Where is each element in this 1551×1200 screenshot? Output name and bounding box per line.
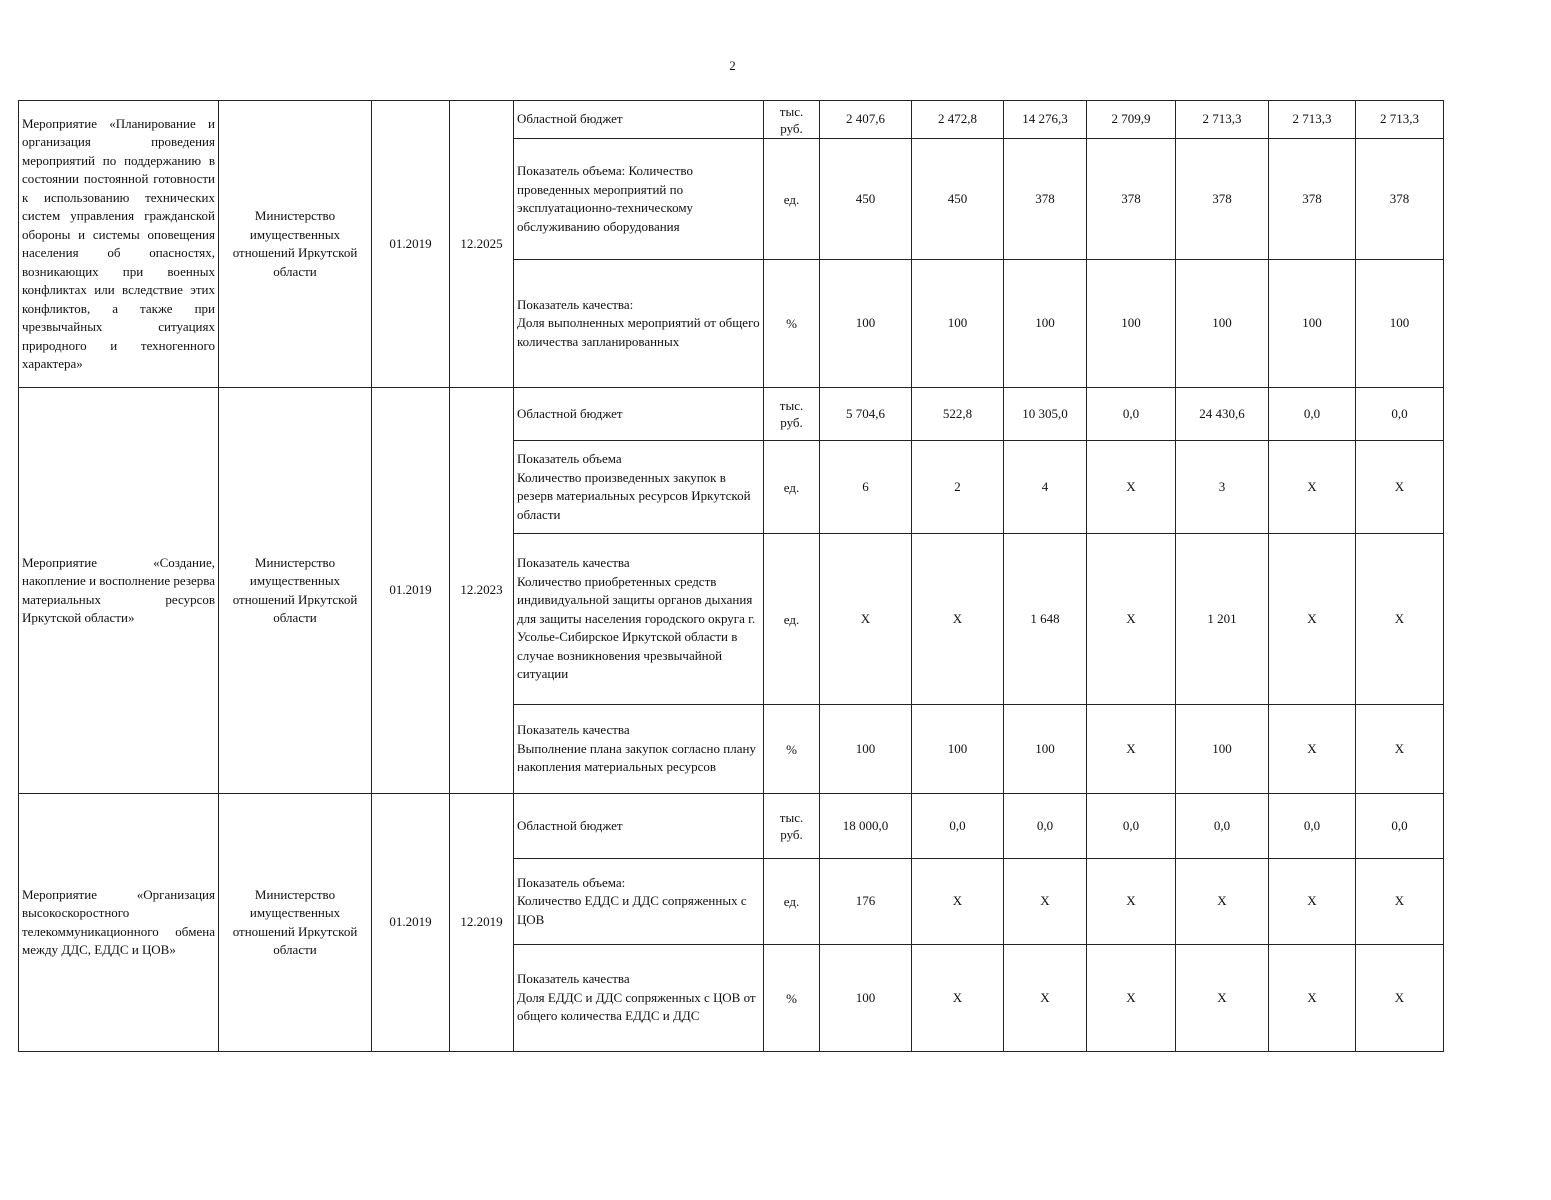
value-cell: X (1269, 534, 1356, 705)
value-cell: X (1356, 945, 1444, 1052)
value-cell: 100 (1004, 705, 1087, 794)
indicator-cell (514, 388, 764, 441)
page-number: 2 (729, 58, 736, 73)
indicator-cell (514, 534, 764, 705)
value-cell: X (912, 534, 1004, 705)
table-row (19, 101, 1444, 139)
program-table (18, 100, 1444, 1052)
value-cell: 2 (912, 441, 1004, 534)
indicator-text: Областной бюджет (517, 405, 623, 421)
value-cell: X (1087, 441, 1176, 534)
indicator-text: Показатель качества (517, 722, 630, 738)
indicator-text: Количество произведенных закупок в резерв материальных ресурсов Иркутской области (517, 469, 751, 522)
event-name-cell: Мероприятие «Планирование и организация проведения мероприятий по поддержанию в состоянии постоянной готовности к использованию технических систем управления гражданской обороны и системы оповещения населения об опасностях, возникающих при военных конфликтах или вследствие этих конфликтов, а также при чрезвычайных ситуациях природного и техногенного характера» (19, 101, 219, 388)
value-cell: 6 (820, 441, 912, 534)
indicator-text: Областной бюджет (517, 111, 623, 127)
indicator-text: Показатель объема: (517, 874, 626, 890)
indicator-cell (514, 794, 764, 859)
value-cell: X (1087, 945, 1176, 1052)
value-cell: 2 713,3 (1176, 101, 1269, 139)
value-cell: X (1356, 441, 1444, 534)
responsible-organization-cell: Министерство имущественных отношений Иркутской области (219, 794, 372, 1052)
value-cell: X (1269, 945, 1356, 1052)
value-cell: 0,0 (912, 794, 1004, 859)
value-cell: 378 (1269, 139, 1356, 260)
value-cell: 2 407,6 (820, 101, 912, 139)
value-cell: 378 (1176, 139, 1269, 260)
value-cell: X (1176, 859, 1269, 945)
value-cell: 522,8 (912, 388, 1004, 441)
value-cell: 24 430,6 (1176, 388, 1269, 441)
responsible-organization-cell: Министерство имущественных отношений Иркутской области (219, 101, 372, 388)
value-cell: X (912, 859, 1004, 945)
end-date-cell: 12.2023 (450, 388, 514, 794)
value-cell: 100 (820, 260, 912, 388)
value-cell: 100 (1356, 260, 1444, 388)
end-date-cell: 12.2025 (450, 101, 514, 388)
value-cell: 2 709,9 (1087, 101, 1176, 139)
value-cell: 14 276,3 (1004, 101, 1087, 139)
event-name-cell: Мероприятие «Организация высокоскоростного телекоммуникационного обмена между ДДС, ЕДДС и ЦОВ» (19, 794, 219, 1052)
indicator-text: Количество приобретенных средств индивидуальной защиты органов дыхания для защиты населения городского округа г. Усолье-Сибирское Иркутской области в случае возникновения чрезвычайной ситуации (517, 573, 756, 682)
indicator-text: Выполнение плана закупок согласно плану накопления материальных ресурсов (517, 740, 756, 775)
value-cell: X (1087, 534, 1176, 705)
value-cell: 100 (1087, 260, 1176, 388)
indicator-text: Областной бюджет (517, 817, 623, 833)
value-cell: 378 (1004, 139, 1087, 260)
value-cell: 0,0 (1356, 388, 1444, 441)
value-cell: X (1269, 705, 1356, 794)
value-cell: 100 (820, 945, 912, 1052)
unit-cell: тыс. руб. (764, 101, 820, 139)
value-cell: 450 (820, 139, 912, 260)
start-date-cell: 01.2019 (372, 101, 450, 388)
responsible-organization-cell: Министерство имущественных отношений Иркутской области (219, 388, 372, 794)
value-cell: X (1087, 859, 1176, 945)
unit-cell: тыс. руб. (764, 388, 820, 441)
value-cell: 1 201 (1176, 534, 1269, 705)
value-cell: 0,0 (1269, 388, 1356, 441)
value-cell: 0,0 (1356, 794, 1444, 859)
value-cell: 378 (1356, 139, 1444, 260)
value-cell: 0,0 (1269, 794, 1356, 859)
value-cell: 100 (1176, 705, 1269, 794)
value-cell: X (1269, 441, 1356, 534)
value-cell: X (912, 945, 1004, 1052)
value-cell: 0,0 (1087, 388, 1176, 441)
value-cell: 450 (912, 139, 1004, 260)
value-cell: 100 (1269, 260, 1356, 388)
start-date-cell: 01.2019 (372, 794, 450, 1052)
value-cell: 0,0 (1004, 794, 1087, 859)
indicator-text: Показатель качества (517, 971, 630, 987)
value-cell: 100 (1004, 260, 1087, 388)
value-cell: X (820, 534, 912, 705)
indicator-cell (514, 945, 764, 1052)
value-cell: 2 472,8 (912, 101, 1004, 139)
value-cell: 4 (1004, 441, 1087, 534)
end-date-cell: 12.2019 (450, 794, 514, 1052)
unit-cell: % (764, 945, 820, 1052)
value-cell: X (1087, 705, 1176, 794)
indicator-text: Доля выполненных мероприятий от общего количества запланированных (517, 315, 760, 349)
unit-cell: ед. (764, 139, 820, 260)
start-date-cell: 01.2019 (372, 388, 450, 794)
value-cell: 378 (1087, 139, 1176, 260)
indicator-cell (514, 101, 764, 139)
table-body (19, 101, 1444, 1052)
indicator-cell (514, 859, 764, 945)
indicator-text: Показатель качества (517, 555, 630, 571)
table-row (19, 388, 1444, 441)
value-cell: X (1176, 945, 1269, 1052)
unit-cell: % (764, 705, 820, 794)
table-row (19, 794, 1444, 859)
indicator-text: Доля ЕДДС и ДДС сопряженных с ЦОВ от общего количества ЕДДС и ДДС (517, 989, 756, 1024)
value-cell: 10 305,0 (1004, 388, 1087, 441)
indicator-text: Количество ЕДДС и ДДС сопряженных с ЦОВ (517, 893, 747, 927)
value-cell: X (1356, 705, 1444, 794)
unit-cell: ед. (764, 441, 820, 534)
value-cell: X (1004, 945, 1087, 1052)
value-cell: 0,0 (1176, 794, 1269, 859)
value-cell: 2 713,3 (1356, 101, 1444, 139)
indicator-text: Показатель объема (517, 451, 622, 466)
value-cell: 100 (820, 705, 912, 794)
value-cell: X (1356, 534, 1444, 705)
indicator-text: Показатель качества: (517, 296, 634, 312)
indicator-cell (514, 441, 764, 534)
unit-cell: % (764, 260, 820, 388)
value-cell: 5 704,6 (820, 388, 912, 441)
unit-cell: тыс. руб. (764, 794, 820, 859)
value-cell: 1 648 (1004, 534, 1087, 705)
value-cell: X (1356, 859, 1444, 945)
indicator-cell (514, 139, 764, 260)
value-cell: 100 (912, 260, 1004, 388)
value-cell: 3 (1176, 441, 1269, 534)
value-cell: X (1269, 859, 1356, 945)
indicator-cell (514, 260, 764, 388)
indicator-cell (514, 705, 764, 794)
value-cell: 100 (912, 705, 1004, 794)
unit-cell: ед. (764, 859, 820, 945)
unit-cell: ед. (764, 534, 820, 705)
value-cell: 2 713,3 (1269, 101, 1356, 139)
value-cell: 176 (820, 859, 912, 945)
value-cell: 18 000,0 (820, 794, 912, 859)
value-cell: X (1004, 859, 1087, 945)
event-name-cell: Мероприятие «Создание, накопление и восполнение резерва материальных ресурсов Иркутской области» (19, 388, 219, 794)
value-cell: 100 (1176, 260, 1269, 388)
indicator-text: Показатель объема: Количество проведенных мероприятий по эксплуатационно-техническому обслуживанию оборудования (517, 163, 694, 234)
value-cell: 0,0 (1087, 794, 1176, 859)
